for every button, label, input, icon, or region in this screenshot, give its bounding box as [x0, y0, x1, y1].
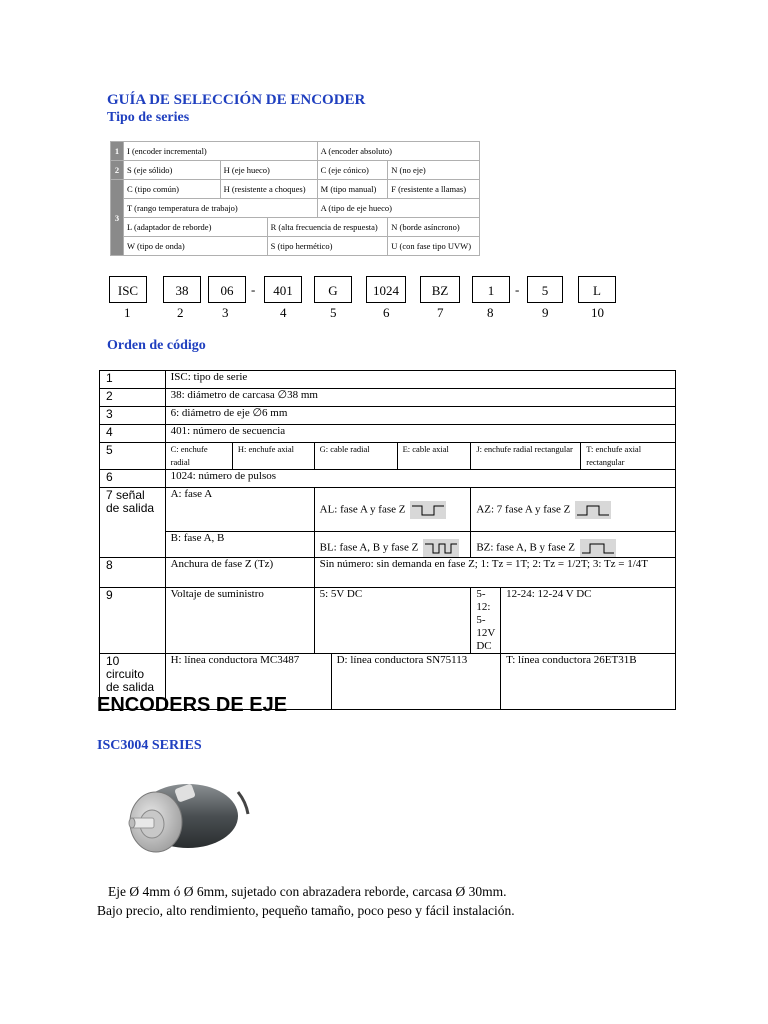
shaft-encoders-heading: ENCODERS DE EJE	[97, 694, 288, 716]
code-number: 8	[487, 305, 494, 320]
order-cell: J: enchufe radial rectangular	[471, 443, 581, 470]
order-cell: D: línea conductora SN75113	[331, 654, 500, 710]
order-cell: T: enchufe axial rectangular	[581, 443, 676, 470]
order-cell: 12-24: 12-24 V DC	[501, 588, 676, 654]
code-number: 5	[330, 305, 337, 320]
order-row-number: 1	[100, 371, 166, 389]
series-cell: S (eje sólido)	[124, 161, 221, 180]
order-row-number: 5	[100, 443, 166, 470]
code-order-table	[99, 370, 676, 710]
order-cell: Anchura de fase Z (Tz)	[165, 558, 314, 588]
order-cell: E: cable axial	[397, 443, 471, 470]
code-box: 401	[264, 276, 302, 303]
series-cell: L (adaptador de reborde)	[124, 218, 268, 237]
code-number: 2	[177, 305, 184, 320]
code-box: 38	[163, 276, 201, 303]
order-cell: AL: fase A y fase Z	[319, 503, 406, 516]
order-cell: H: línea conductora MC3487	[165, 654, 331, 710]
series-cell: I (encoder incremental)	[124, 142, 318, 161]
order-row-number: 4	[100, 425, 166, 443]
code-number: 4	[280, 305, 287, 320]
code-number: 10	[591, 305, 604, 320]
order-row-number: 2	[100, 389, 166, 407]
code-number: 1	[124, 305, 131, 320]
order-row-number: 7 señal de salida	[100, 488, 166, 558]
order-cell: A: fase A	[165, 488, 314, 532]
series-cell: H (eje hueco)	[220, 161, 317, 180]
pulse-waveform-icon	[410, 501, 446, 519]
order-cell: H: enchufe axial	[232, 443, 314, 470]
order-cell: 401: número de secuencia	[165, 425, 675, 443]
series-row-index: 2	[111, 161, 124, 180]
series-cell: C (eje cónico)	[317, 161, 388, 180]
code-box: L	[578, 276, 616, 303]
order-cell: AZ: 7 fase A y fase Z	[476, 503, 571, 516]
order-cell: Sin número: sin demanda en fase Z; 1: Tz = 1T; 2: Tz = 1/2T; 3: Tz = 1/4T	[314, 558, 675, 588]
pulse-waveform-icon	[423, 539, 459, 557]
series-cell: F (resistente a llamas)	[388, 180, 480, 199]
order-cell: BL: fase A, B y fase Z	[319, 541, 419, 554]
order-cell: Voltaje de suministro	[165, 588, 314, 654]
series-cell: S (tipo hermético)	[267, 237, 388, 256]
encoder-product-image	[110, 768, 250, 868]
code-box: 06	[208, 276, 246, 303]
order-cell: C: enchufe radial	[165, 443, 232, 470]
series-cell: N (borde asíncrono)	[388, 218, 480, 237]
order-cell: B: fase A, B	[165, 532, 314, 558]
code-box: 1	[472, 276, 510, 303]
order-cell: ISC: tipo de serie	[165, 371, 675, 389]
series-cell: A (tipo de eje hueco)	[317, 199, 479, 218]
series-type-heading: Tipo de series	[107, 110, 190, 125]
order-row-number: 6	[100, 470, 166, 488]
code-box: ISC	[109, 276, 147, 303]
order-cell: 38: diámetro de carcasa ∅38 mm	[165, 389, 675, 407]
order-row-number: 3	[100, 407, 166, 425]
order-cell: 1024: número de pulsos	[165, 470, 675, 488]
pulse-waveform-icon	[580, 539, 616, 557]
series-row-index: 1	[111, 142, 124, 161]
series-cell: W (tipo de onda)	[124, 237, 268, 256]
series-cell: R (alta frecuencia de respuesta)	[267, 218, 388, 237]
code-number: 9	[542, 305, 549, 320]
series-cell: T (rango temperatura de trabajo)	[124, 199, 318, 218]
series-row-index: 3	[111, 180, 124, 256]
order-cell: 6: diámetro de eje ∅6 mm	[165, 407, 675, 425]
order-row-number: 10 circuito de salida	[100, 654, 166, 710]
order-cell: T: línea conductora 26ET31B	[501, 654, 676, 710]
order-row-number: 8	[100, 558, 166, 588]
description-line-1: Eje Ø 4mm ó Ø 6mm, sujetado con abrazadera reborde, carcasa Ø 30mm.	[108, 884, 507, 899]
code-separator: -	[515, 282, 520, 297]
code-box: 1024	[366, 276, 406, 303]
series-cell: C (tipo común)	[124, 180, 221, 199]
order-cell: G: cable radial	[314, 443, 397, 470]
description-line-2: Bajo precio, alto rendimiento, pequeño tamaño, poco peso y fácil instalación.	[97, 903, 515, 918]
product-series-heading: ISC3004 SERIES	[97, 738, 202, 753]
code-number: 3	[222, 305, 229, 320]
code-number: 7	[437, 305, 444, 320]
pulse-waveform-icon	[575, 501, 611, 519]
guide-title: GUÍA DE SELECCIÓN DE ENCODER	[107, 92, 366, 108]
code-box: BZ	[420, 276, 460, 303]
order-cell: 5: 5V DC	[314, 588, 471, 654]
series-cell: N (no eje)	[388, 161, 480, 180]
code-box: 5	[527, 276, 563, 303]
order-row-number: 9	[100, 588, 166, 654]
code-number: 6	[383, 305, 390, 320]
series-cell: U (con fase tipo UVW)	[388, 237, 480, 256]
code-box: G	[314, 276, 352, 303]
order-cell: BZ: fase A, B y fase Z	[476, 541, 575, 554]
series-cell: H (resistente a choques)	[220, 180, 317, 199]
code-order-heading: Orden de código	[107, 338, 206, 353]
series-cell: M (tipo manual)	[317, 180, 388, 199]
code-separator: -	[251, 282, 256, 297]
series-type-table	[110, 141, 480, 256]
order-cell: 5-12: 5-12V DC	[471, 588, 501, 654]
series-cell: A (encoder absoluto)	[317, 142, 479, 161]
